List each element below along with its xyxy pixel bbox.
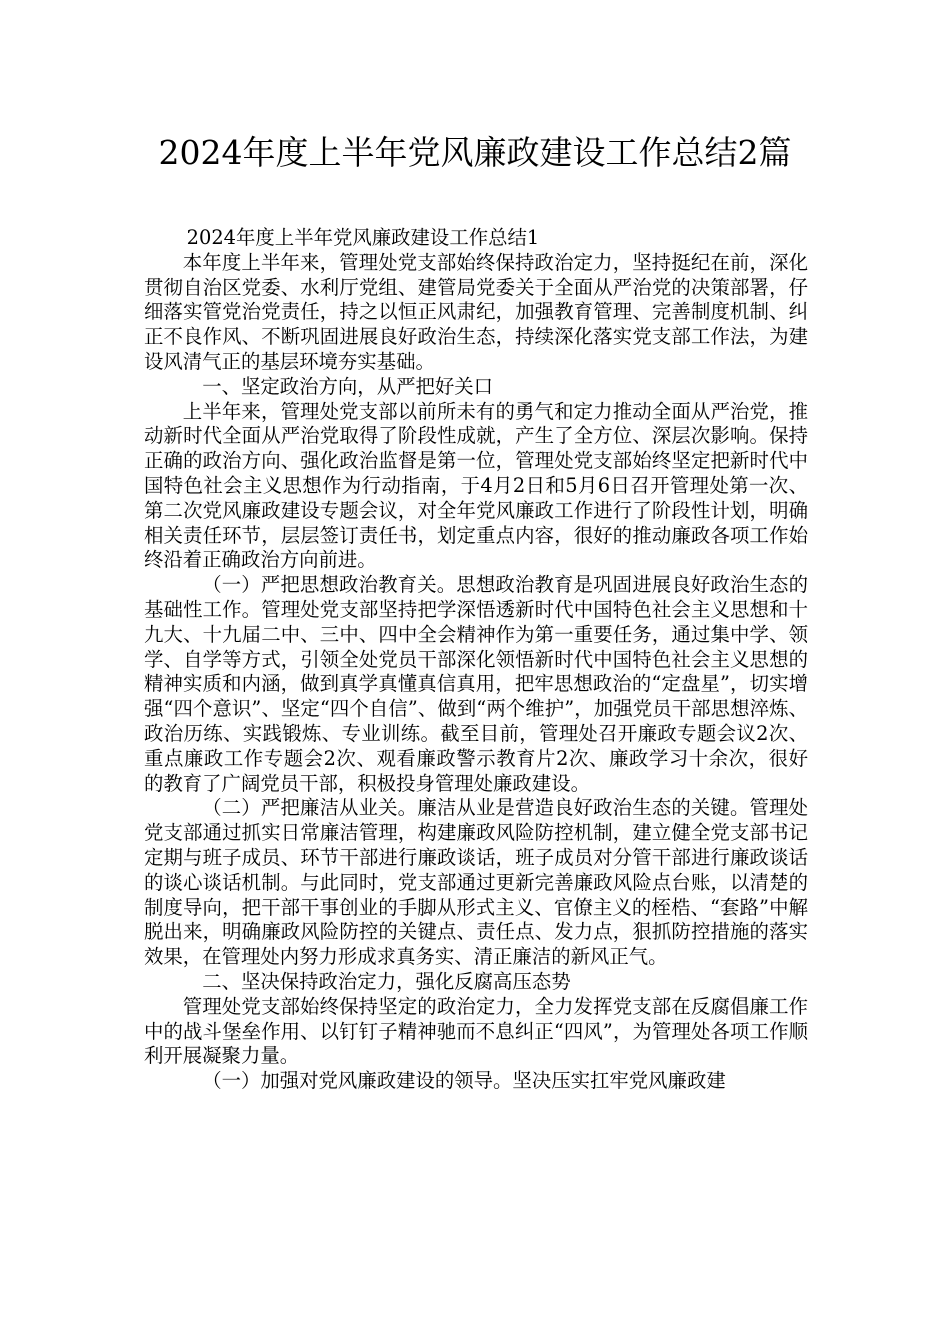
- item-paragraph: （一）严把思想政治教育关。思想政治教育是巩固进展良好政治生态的基础性工作。管理处党支部坚持把学深悟透新时代中国特色社会主义思想和十九大、十九届二中、三中、四中全会精神作为第一重要任务，通过集中学、领学、自学等方式，引领全处党员干部深化领悟新时代中国特色社会主义思想的精神实质和内涵，做到真学真懂真信真用，把牢思想政治的“定盘星”，切实增强“四个意识”、坚定“四个自信”、做到“两个维护”，加强党员干部思想淬炼、政治历练、实践锻炼、专业训练。截至目前，管理处召开廉政专题会议2次、重点廉政工作专题会2次、观看廉政警示教育片2次、廉政学习十余次，很好的教育了广阔党员干部，积极投身管理处廉政建设。: [144, 573, 808, 795]
- body-paragraph: 管理处党支部始终保持坚定的政治定力，全力发挥党支部在反腐倡廉工作中的战斗堡垒作用、以钉钉子精神驰而不息纠正“四风”，为管理处各项工作顺利开展凝聚力量。: [144, 994, 808, 1068]
- body-paragraph: 本年度上半年来，管理处党支部始终保持政治定力，坚持挺纪在前，深化贯彻自治区党委、水利厅党组、建管局党委关于全面从严治党的决策部署，仔细落实管党治党责任，持之以恒正风肃纪，加强教育管理、完善制度机制、纠正不良作风、不断巩固进展良好政治生态，持续深化落实党支部工作法，为建设风清气正的基层环境夯实基础。: [144, 250, 808, 373]
- document-title: 2024年度上半年党风廉政建设工作总结2篇: [158, 133, 792, 172]
- document-body: [144, 226, 808, 1094]
- body-paragraph: 上半年来，管理处党支部以前所未有的勇气和定力推动全面从严治党，推动新时代全面从严治党取得了阶段性成就，产生了全方位、深层次影响。保持正确的政治方向、强化政治监督是第一位，管理处党支部始终坚定把新时代中国特色社会主义思想作为行动指南，于4月2日和5月6日召开管理处第一次、第二次党风廉政建设专题会议，对全年党风廉政工作进行了阶段性计划，明确相关责任环节，层层签订责任书，划定重点内容，很好的推动廉政各项工作始终沿着正确政治方向前进。: [144, 399, 808, 572]
- sub-title-paragraph: 2024年度上半年党风廉政建设工作总结1: [186, 226, 540, 249]
- heading-paragraph: 二、坚决保持政治定力，强化反腐高压态势: [202, 969, 571, 993]
- item-paragraph: （二）严把廉洁从业关。廉洁从业是营造良好政治生态的关键。管理处党支部通过抓实日常廉洁管理，构建廉政风险防控机制，建立健全党支部书记定期与班子成员、环节干部进行廉政谈话，班子成员对分管干部进行廉政谈话的谈心谈话机制。与此同时，党支部通过更新完善廉政风险点台账，以清楚的制度导向，把干部干事创业的手脚从形式主义、官僚主义的桎梏、“套路”中解脱出来，明确廉政风险防控的关键点、责任点、发力点，狠抓防控措施的落实效果，在管理处内努力形成求真务实、清正廉洁的新风正气。: [144, 796, 808, 969]
- heading-paragraph: 一、坚定政治方向，从严把好关口: [202, 374, 494, 398]
- item-paragraph: （一）加强对党风廉政建设的领导。坚决压实扛牢党风廉政建: [202, 1069, 726, 1093]
